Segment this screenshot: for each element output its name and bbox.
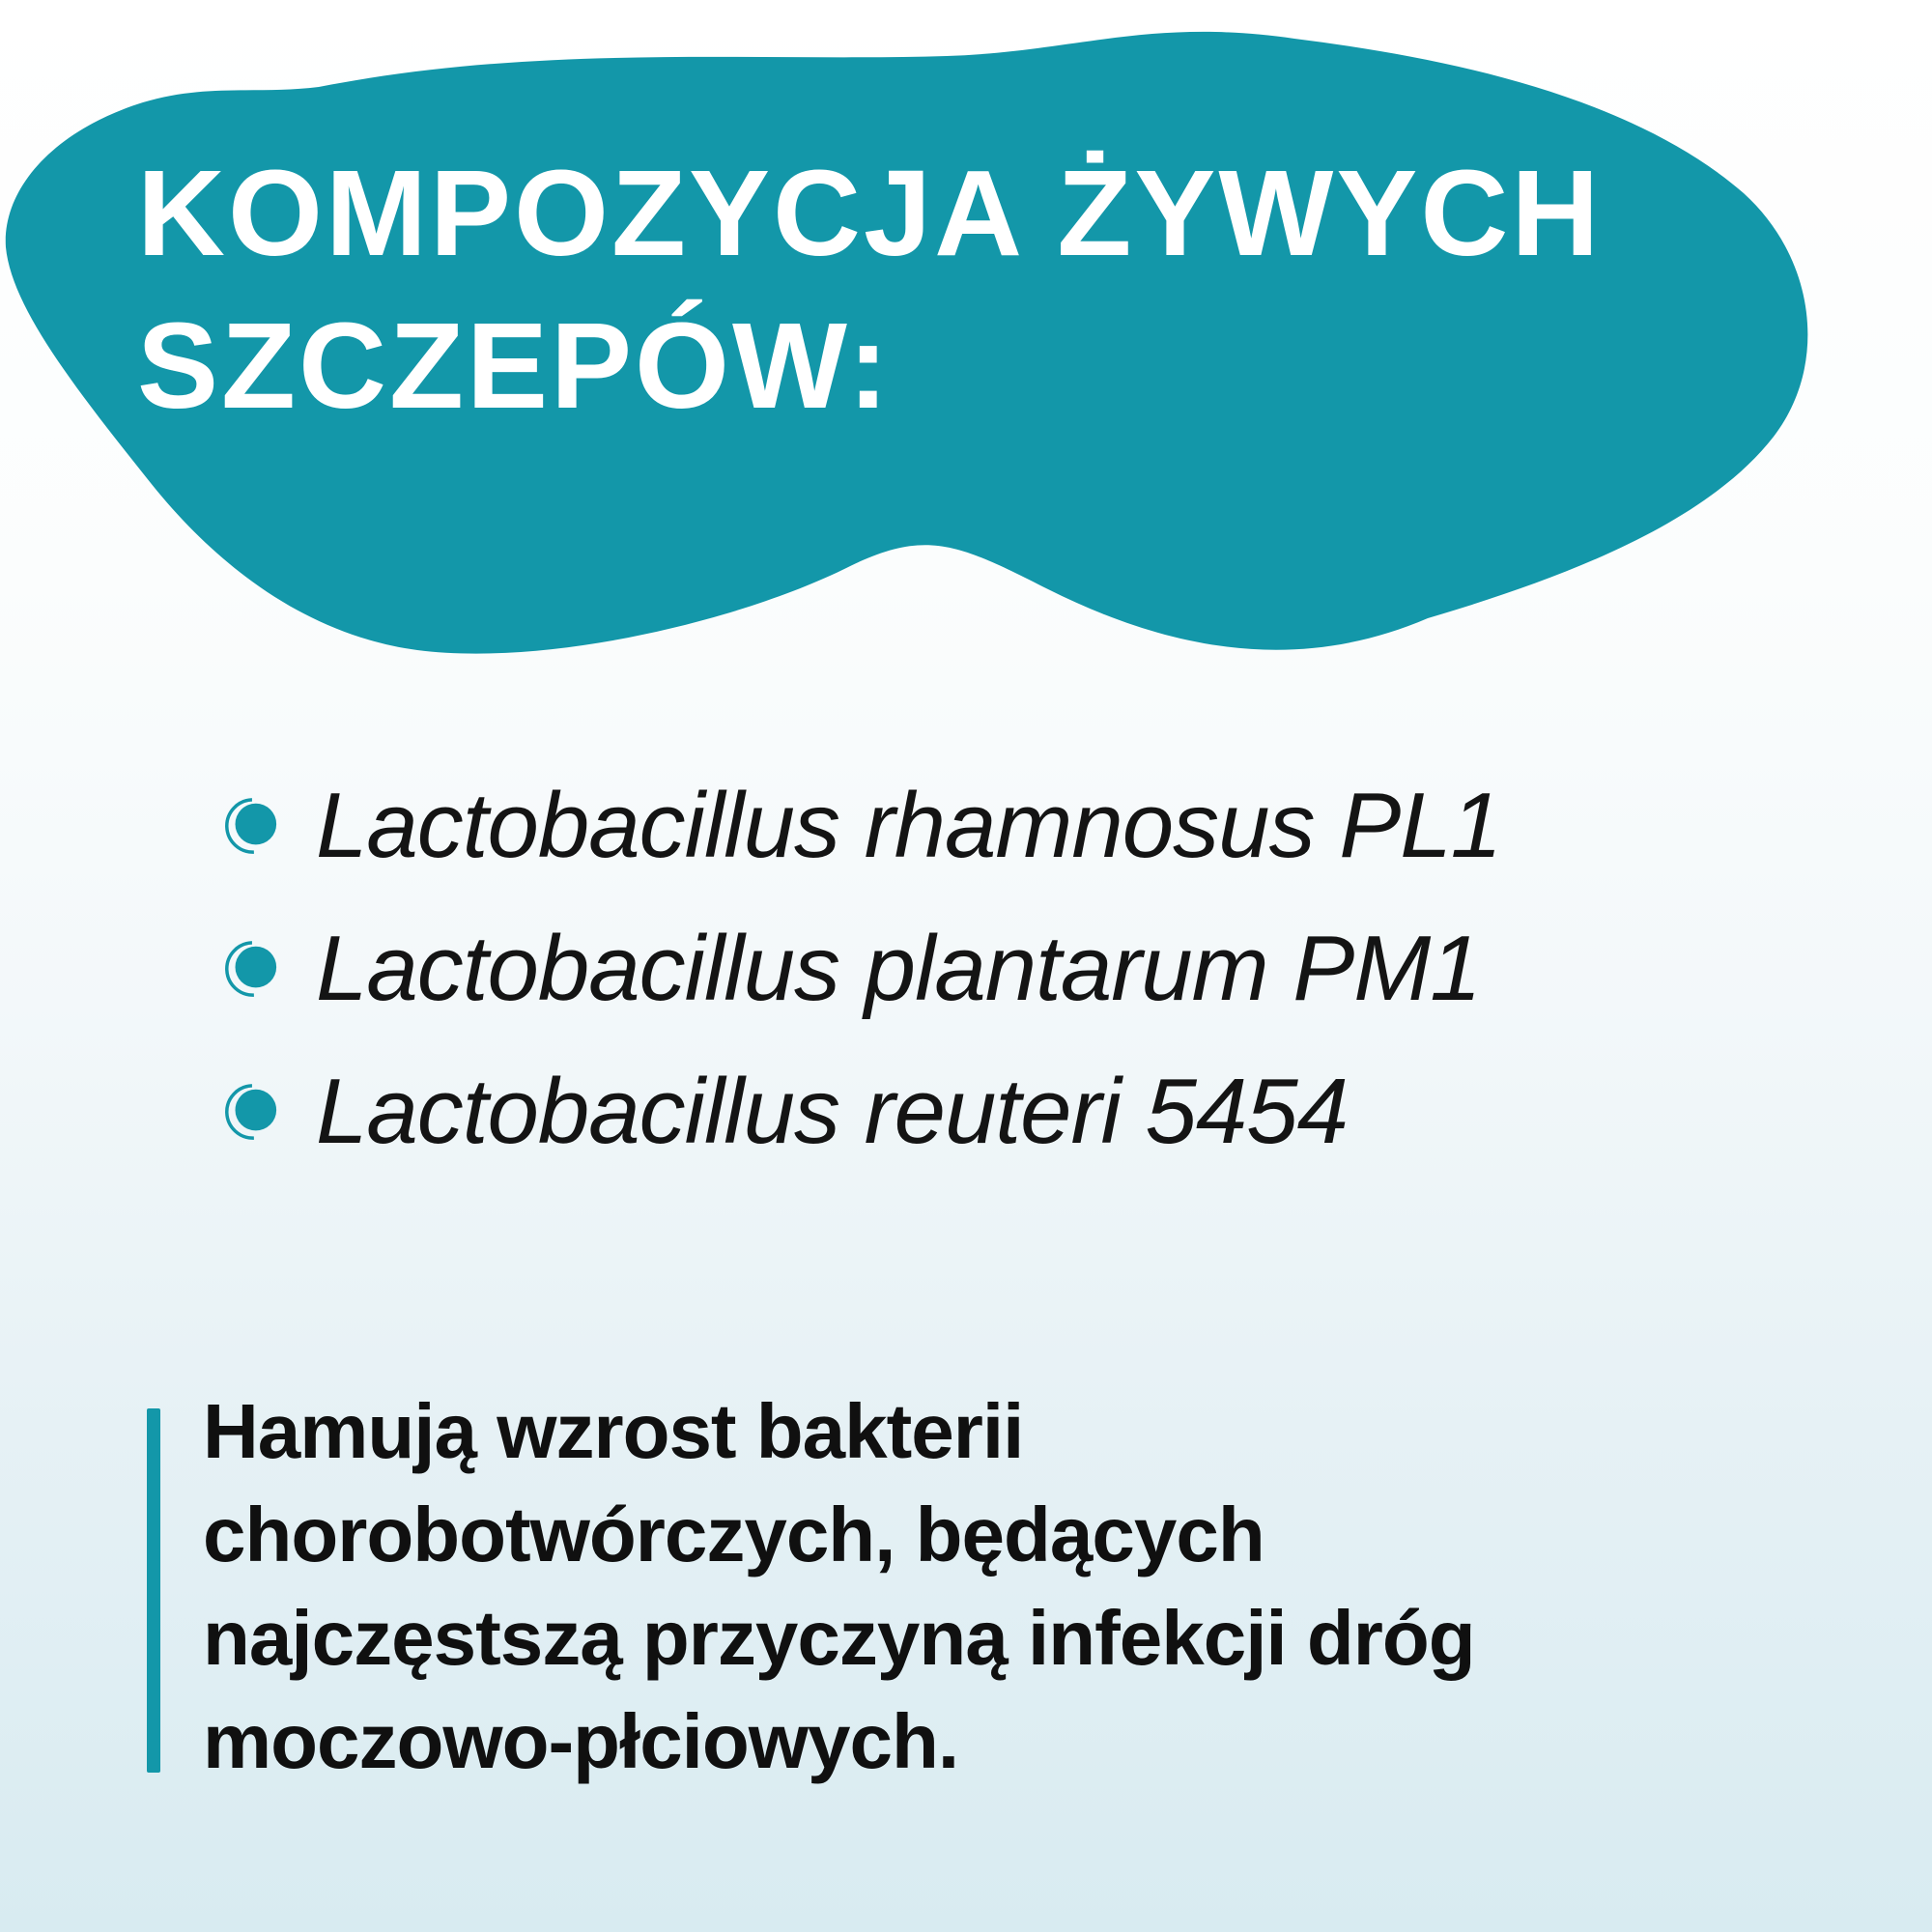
strain-list-item (221, 754, 1501, 897)
page-title-line-1: KOMPOZYCJA ŻYWYCH (137, 145, 1603, 281)
strain-bullet-icon (221, 939, 279, 999)
benefit-text (203, 1379, 1475, 1793)
strain-list-item (221, 897, 1501, 1040)
benefit-text-line-2: chorobotwórczych, będących (203, 1492, 1264, 1577)
benefit-section (147, 1379, 1475, 1793)
benefit-text-line-3: najczęstszą przyczyną infekcji dróg (203, 1595, 1475, 1681)
strain-list-item (221, 1040, 1501, 1183)
strain-name: Lactobacillus plantarum PM1 (316, 917, 1481, 1020)
strains-list (221, 754, 1501, 1183)
accent-bar (147, 1408, 160, 1773)
page-title (137, 137, 1602, 442)
benefit-text-line-1: Hamują wzrost bakterii (203, 1388, 1024, 1474)
bullet-dot (236, 947, 277, 988)
bullet-dot (236, 804, 277, 845)
accent-bar-rect (147, 1408, 160, 1773)
benefit-text-line-4: moczowo-płciowych. (203, 1698, 959, 1784)
strain-bullet-icon (221, 796, 279, 856)
strain-bullet-icon (221, 1082, 279, 1142)
strain-name: Lactobacillus rhamnosus PL1 (316, 774, 1502, 877)
page-title-line-2: SZCZEPÓW: (137, 298, 892, 434)
strain-name: Lactobacillus reuteri 5454 (316, 1060, 1349, 1163)
bullet-dot (236, 1090, 277, 1131)
